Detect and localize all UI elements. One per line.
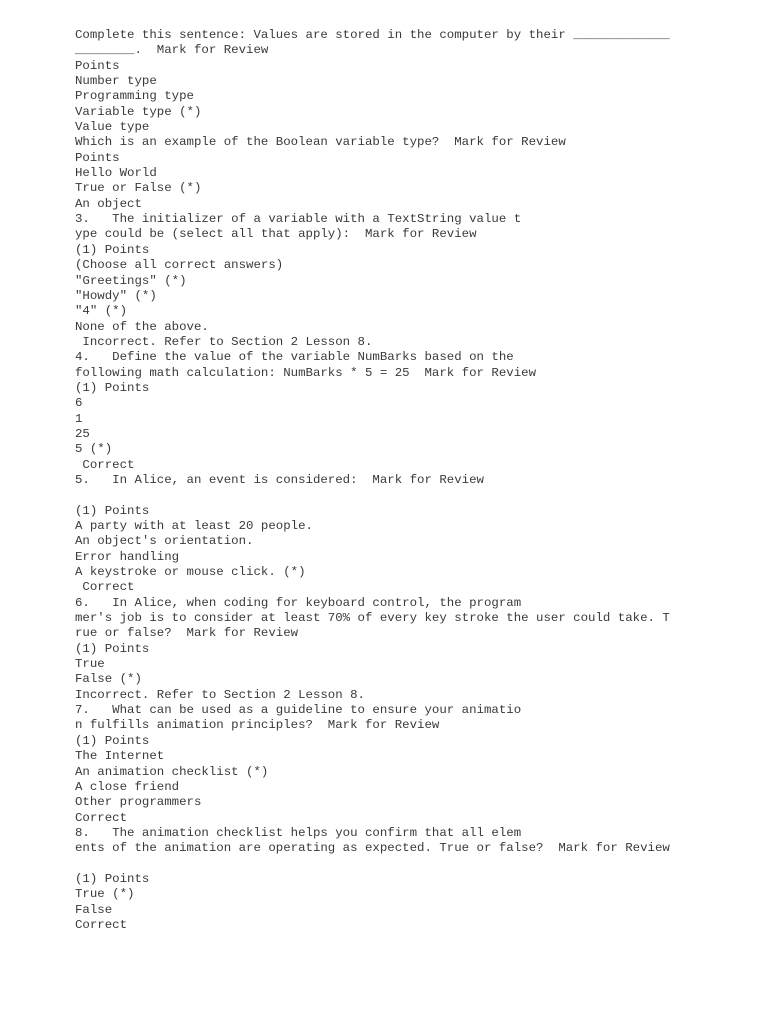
text-line: Error handling xyxy=(75,549,180,564)
text-line: (1) Points xyxy=(75,871,150,886)
text-line: 6 xyxy=(75,396,83,411)
text-line: "Howdy" (*) xyxy=(75,288,157,303)
text-line: "Greetings" (*) xyxy=(75,273,187,288)
text-line: The Internet xyxy=(75,749,165,764)
text-line: False (*) xyxy=(75,672,142,687)
text-line: Other programmers xyxy=(75,795,202,810)
document-body xyxy=(75,28,745,933)
text-line: 7. What can be used as a guideline to ensure your animatio xyxy=(75,703,522,718)
text-line: (Choose all correct answers) xyxy=(75,258,284,273)
text-line: 8. The animation checklist helps you confirm that all elem xyxy=(75,825,522,840)
text-line: 1 xyxy=(75,411,83,426)
text-line: Correct xyxy=(75,917,128,932)
text-line: Incorrect. Refer to Section 2 Lesson 8. xyxy=(75,334,373,349)
text-line: An animation checklist (*) xyxy=(75,764,269,779)
text-line: True (*) xyxy=(75,887,135,902)
text-line: following math calculation: NumBarks * 5 = 25 Mark for Review xyxy=(75,365,537,380)
text-line: 25 xyxy=(75,426,90,441)
text-line: (1) Points xyxy=(75,733,150,748)
text-line: None of the above. xyxy=(75,319,209,334)
text-line: 6. In Alice, when coding for keyboard control, the program xyxy=(75,595,522,610)
text-line: 3. The initializer of a variable with a TextString value t xyxy=(75,212,522,227)
text-line: 5 (*) xyxy=(75,442,113,457)
text-line: mer's job is to consider at least 70% of every key stroke the user could take. T xyxy=(75,611,670,626)
text-line: False xyxy=(75,902,113,917)
text-line: (1) Points xyxy=(75,641,150,656)
text-line: ________. Mark for Review xyxy=(75,43,269,58)
text-line: An object's orientation. xyxy=(75,534,254,549)
text-line xyxy=(75,857,745,872)
text-line: True xyxy=(75,657,105,672)
text-line: A party with at least 20 people. xyxy=(75,519,313,533)
text-line: A keystroke or mouse click. (*) xyxy=(75,565,306,580)
text-line: Correct xyxy=(75,457,135,472)
text-line: (1) Points xyxy=(75,380,150,395)
text-line: ents of the animation are operating as expected. True or false? Mark for Review xyxy=(75,841,670,856)
text-line xyxy=(75,488,745,503)
text-line: 4. Define the value of the variable NumBarks based on the xyxy=(75,350,514,365)
text-line: Hello World xyxy=(75,166,157,181)
text-line: n fulfills animation principles? Mark for Review xyxy=(75,718,440,733)
text-line: Complete this sentence: Values are stored in the computer by their _____________ xyxy=(75,28,670,42)
text-line: Number type xyxy=(75,74,157,89)
text-line: True or False (*) xyxy=(75,181,202,196)
text-line: "4" (*) xyxy=(75,304,128,319)
text-line: ype could be (select all that apply): Mark for Review xyxy=(75,227,477,242)
text-line: Incorrect. Refer to Section 2 Lesson 8. xyxy=(75,687,365,702)
text-line: Points xyxy=(75,150,120,165)
text-line: Correct xyxy=(75,580,135,595)
text-line: A close friend xyxy=(75,779,180,794)
text-line: Correct xyxy=(75,810,128,825)
text-line: Variable type (*) xyxy=(75,104,202,119)
text-line: Value type xyxy=(75,120,150,135)
text-line: Programming type xyxy=(75,89,194,104)
text-line: 5. In Alice, an event is considered: Mark for Review xyxy=(75,472,484,487)
text-line: (1) Points xyxy=(75,242,150,257)
text-line: Points xyxy=(75,58,120,73)
text-line: rue or false? Mark for Review xyxy=(75,626,299,641)
text-line: (1) Points xyxy=(75,503,150,518)
text-line: Which is an example of the Boolean variable type? Mark for Review xyxy=(75,135,566,150)
text-line: An object xyxy=(75,196,142,211)
